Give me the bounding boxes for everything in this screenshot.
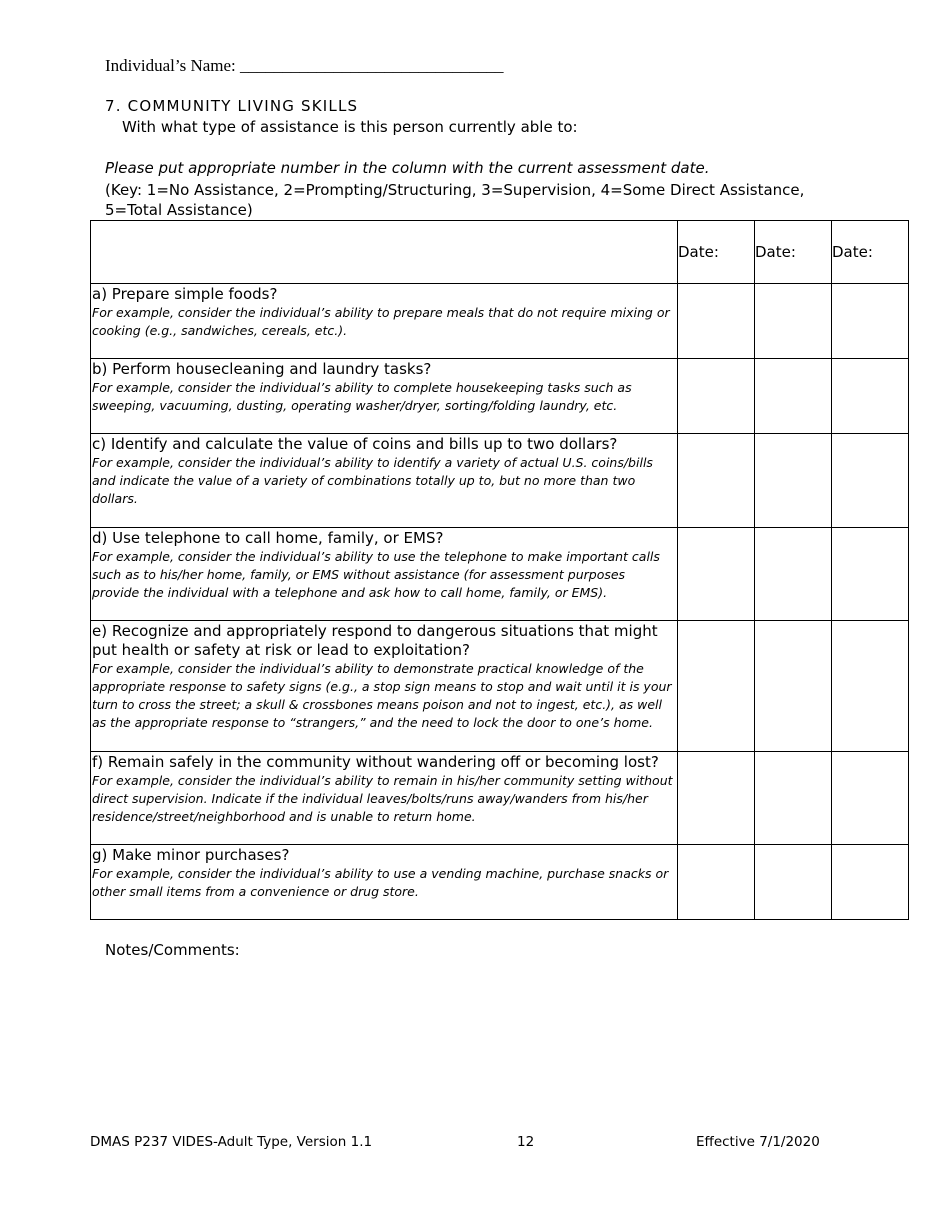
skill-question: e) Recognize and appropriately respond to dangerous situations that might put health or safety at risk or lead to exploitation?: [92, 622, 658, 659]
date-entry-cell[interactable]: [755, 284, 832, 359]
individual-name-field: Individual’s Name: _______________________________: [105, 56, 504, 75]
skill-cell: [91, 284, 678, 359]
skill-question: g) Make minor purchases?: [92, 846, 290, 864]
skill-question: a) Prepare simple foods?: [92, 285, 278, 303]
date-entry-cell[interactable]: [832, 284, 909, 359]
skill-cell: [91, 434, 678, 528]
skill-question: b) Perform housecleaning and laundry tasks?: [92, 360, 432, 378]
assistance-key: (Key: 1=No Assistance, 2=Prompting/Structuring, 3=Supervision, 4=Some Direct Assistance, 5=Total Assistance): [105, 181, 805, 219]
date-entry-cell[interactable]: [755, 845, 832, 920]
skill-example: For example, consider the individual’s ability to demonstrate practical knowledge of the appropriate response to safety signs (e.g., a stop sign means to stop and wait until it is your turn to cross the street; a skull & crossbones means poison and not to ingest, etc.), as well as the appropriate response to “strangers,” and the need to lock the door to one’s home.: [92, 661, 672, 730]
skill-example: For example, consider the individual’s ability to prepare meals that do not require mixing or cooking (e.g., sandwiches, cereals, etc.).: [92, 305, 670, 338]
footer-page-number: 12: [517, 1134, 535, 1150]
date-header-2: Date:: [755, 221, 832, 284]
date-entry-cell[interactable]: [755, 359, 832, 434]
skill-example: For example, consider the individual’s ability to complete housekeeping tasks such as sweeping, vacuuming, dusting, operating washer/dryer, sorting/folding laundry, etc.: [92, 380, 632, 413]
date-entry-cell[interactable]: [755, 528, 832, 621]
skill-cell: [91, 752, 678, 845]
skill-cell: [91, 359, 678, 434]
date-entry-cell[interactable]: [832, 621, 909, 752]
table-row: [91, 845, 909, 920]
footer-effective-date: Effective 7/1/2020: [696, 1134, 820, 1150]
footer-form-id: DMAS P237 VIDES-Adult Type, Version 1.1: [90, 1134, 373, 1150]
assessment-table: [90, 220, 909, 920]
section-subtitle: With what type of assistance is this person currently able to:: [122, 118, 578, 136]
section-title: 7. COMMUNITY LIVING SKILLS: [105, 97, 359, 115]
date-entry-cell[interactable]: [678, 845, 755, 920]
date-entry-cell[interactable]: [832, 845, 909, 920]
date-entry-cell[interactable]: [755, 434, 832, 528]
date-entry-cell[interactable]: [678, 434, 755, 528]
table-row: [91, 621, 909, 752]
skill-question: d) Use telephone to call home, family, or EMS?: [92, 529, 444, 547]
skill-header-cell: [91, 221, 678, 284]
notes-comments-label: Notes/Comments:: [105, 941, 240, 959]
skill-example: For example, consider the individual’s ability to identify a variety of actual U.S. coins/bills and indicate the value of a variety of combinations totally up to, but no more than two dollars.: [92, 455, 653, 506]
date-entry-cell[interactable]: [832, 528, 909, 621]
skill-cell: [91, 845, 678, 920]
date-entry-cell[interactable]: [678, 359, 755, 434]
instruction-text: Please put appropriate number in the column with the current assessment date.: [105, 159, 710, 177]
table-row: [91, 284, 909, 359]
skill-cell: [91, 528, 678, 621]
date-header-1: Date:: [678, 221, 755, 284]
table-row: [91, 528, 909, 621]
table-row: [91, 359, 909, 434]
date-entry-cell[interactable]: [755, 621, 832, 752]
table-row: [91, 752, 909, 845]
date-header-3: Date:: [832, 221, 909, 284]
date-entry-cell[interactable]: [678, 752, 755, 845]
skill-cell: [91, 621, 678, 752]
table-header-row: [91, 221, 909, 284]
skill-question: c) Identify and calculate the value of coins and bills up to two dollars?: [92, 435, 618, 453]
table-row: [91, 434, 909, 528]
skill-example: For example, consider the individual’s ability to use a vending machine, purchase snacks or other small items from a convenience or drug store.: [92, 866, 669, 899]
skill-question: f) Remain safely in the community without wandering off or becoming lost?: [92, 753, 659, 771]
date-entry-cell[interactable]: [832, 434, 909, 528]
date-entry-cell[interactable]: [832, 359, 909, 434]
date-entry-cell[interactable]: [678, 528, 755, 621]
skill-example: For example, consider the individual’s ability to use the telephone to make important calls such as to his/her home, family, or EMS without assistance (for assessment purposes provide the individual with a telephone and ask how to call home, family, or EMS).: [92, 549, 660, 600]
date-entry-cell[interactable]: [678, 284, 755, 359]
date-entry-cell[interactable]: [832, 752, 909, 845]
date-entry-cell[interactable]: [678, 621, 755, 752]
skill-example: For example, consider the individual’s ability to remain in his/her community setting without direct supervision. Indicate if the individual leaves/bolts/runs away/wanders from his/her residence/street/neighborhood and is unable to return home.: [92, 773, 673, 824]
date-entry-cell[interactable]: [755, 752, 832, 845]
